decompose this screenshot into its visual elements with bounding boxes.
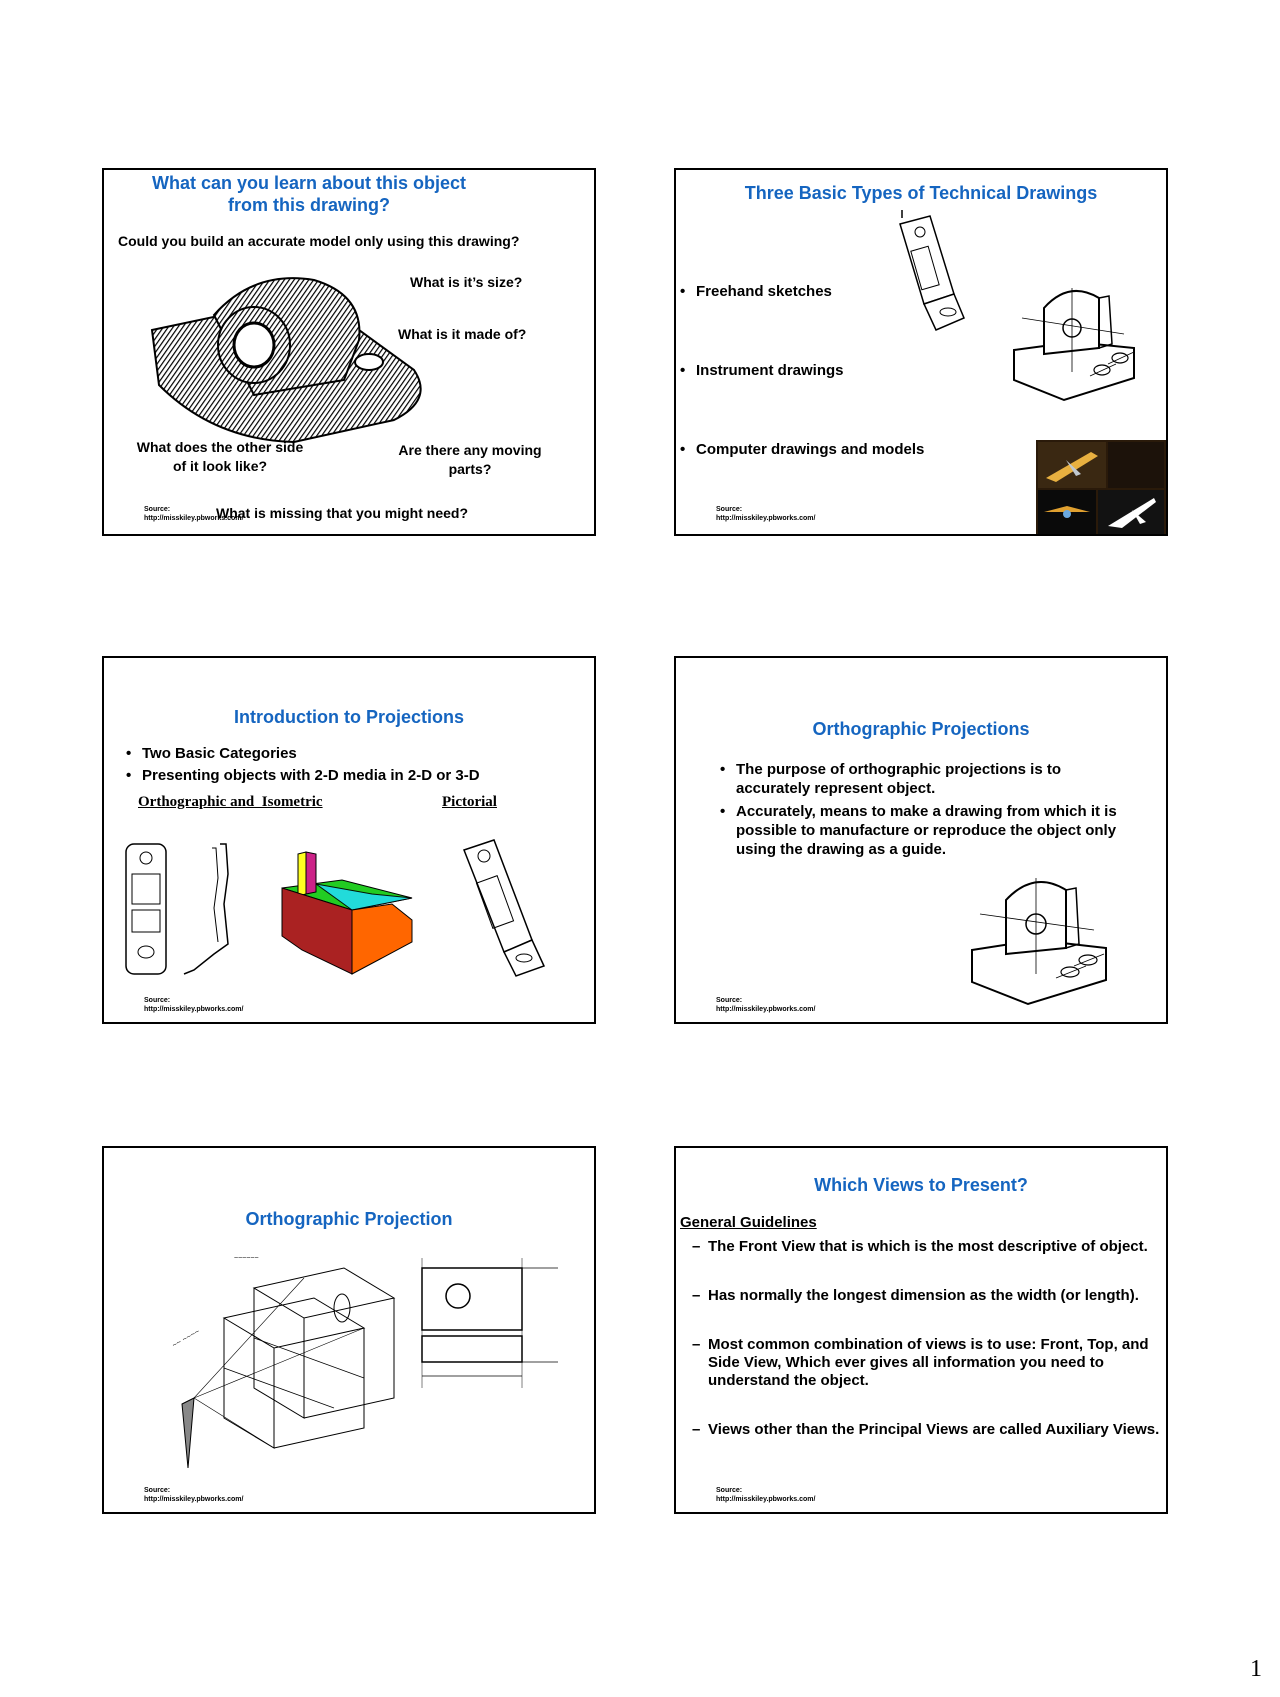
source-label: Source:: [144, 997, 171, 1004]
source-url: http://misskiley.pbworks.com/: [716, 1006, 816, 1013]
bullet-item: • Accurately, means to make a drawing from which it is possible to manufacture or reproduce the object only using the drawing as a guide.: [716, 802, 1136, 859]
source-label: Source:: [144, 506, 171, 513]
bracket-hatched-drawing: [144, 270, 454, 450]
computer-model-images: [1036, 440, 1166, 536]
question-material: What is it made of?: [398, 326, 527, 342]
guideline-item: – Views other than the Principal Views are called Auxiliary Views.: [680, 1421, 1160, 1439]
pictorial-phone-drawing: [454, 830, 554, 980]
guideline-item: – The Front View that is which is the most descriptive of object.: [680, 1238, 1160, 1256]
isometric-colored-block: [272, 824, 422, 980]
bullet-item: • Freehand sketches: [676, 282, 976, 301]
orthographic-phone-views: [124, 834, 244, 984]
bullet-item: • Computer drawings and models: [676, 440, 976, 459]
slide-3: [102, 656, 596, 1024]
svg-text:~~ ~~~~: ~~ ~~~~: [170, 1326, 202, 1350]
source-url: http://misskiley.pbworks.com/: [716, 515, 816, 522]
source-label: Source:: [716, 1487, 743, 1494]
source-url: http://misskiley.pbworks.com/: [144, 1006, 244, 1013]
source-url: http://misskiley.pbworks.com/: [716, 1496, 816, 1503]
bullet-list: [716, 760, 1136, 859]
source-url: http://misskiley.pbworks.com/: [144, 1496, 244, 1503]
question-other-side: What does the other side of it look like?: [136, 439, 304, 474]
projection-isometric-sketch: [164, 1248, 404, 1473]
slide-1: [102, 168, 596, 536]
source-label: Source:: [716, 506, 743, 513]
slide-title: Orthographic Projection: [245, 1209, 453, 1229]
bullet-list: [122, 744, 582, 785]
guideline-list: [680, 1238, 1160, 1439]
category-right: Pictorial: [442, 794, 497, 810]
bullet-item: • Instrument drawings: [676, 361, 976, 380]
bullet-item: • Presenting objects with 2-D media in 2-D or 3-D: [122, 766, 582, 785]
bullet-item: • Two Basic Categories: [122, 744, 582, 763]
source-label: Source:: [144, 1487, 171, 1494]
source-label: Source:: [716, 997, 743, 1004]
slide-6: [674, 1146, 1168, 1514]
question-moving: Are there any moving parts?: [398, 442, 542, 477]
bracket-instrument-drawing: [1004, 280, 1164, 410]
question-missing: What is missing that you might need?: [216, 505, 469, 521]
slide-title: Which Views to Present?: [814, 1175, 1028, 1195]
bracket-instrument-drawing: [966, 870, 1136, 1010]
bullet-list: [676, 282, 976, 459]
guideline-item: – Most common combination of views is to use: Front, Top, and Side View, Which ever gives all information you need to understand the object.: [680, 1336, 1160, 1390]
source-url: http://misskiley.pbworks.com/: [144, 515, 244, 522]
guidelines-subtitle: General Guidelines: [680, 1214, 817, 1231]
slide-title: Introduction to Projections: [234, 707, 464, 727]
category-left: Orthographic and Isometric: [138, 794, 323, 810]
question-size: What is it’s size?: [410, 274, 523, 290]
slide-title: Orthographic Projections: [812, 719, 1030, 739]
slide-5: [102, 1146, 596, 1514]
slide-4: [674, 656, 1168, 1024]
guideline-item: – Has normally the longest dimension as the width (or length).: [680, 1287, 1160, 1305]
bullet-item: • The purpose of orthographic projections is to accurately represent object.: [716, 760, 1136, 798]
svg-text:~~~~~~: ~~~~~~: [234, 1255, 259, 1262]
question-build: Could you build an accurate model only using this drawing?: [118, 233, 520, 249]
slide-title: Three Basic Types of Technical Drawings: [744, 183, 1098, 203]
page-number: 1: [1250, 1656, 1262, 1682]
slide-title: What can you learn about this object from this drawing?: [151, 173, 467, 215]
slide-2: [674, 168, 1168, 536]
projection-front-view: [412, 1258, 562, 1408]
